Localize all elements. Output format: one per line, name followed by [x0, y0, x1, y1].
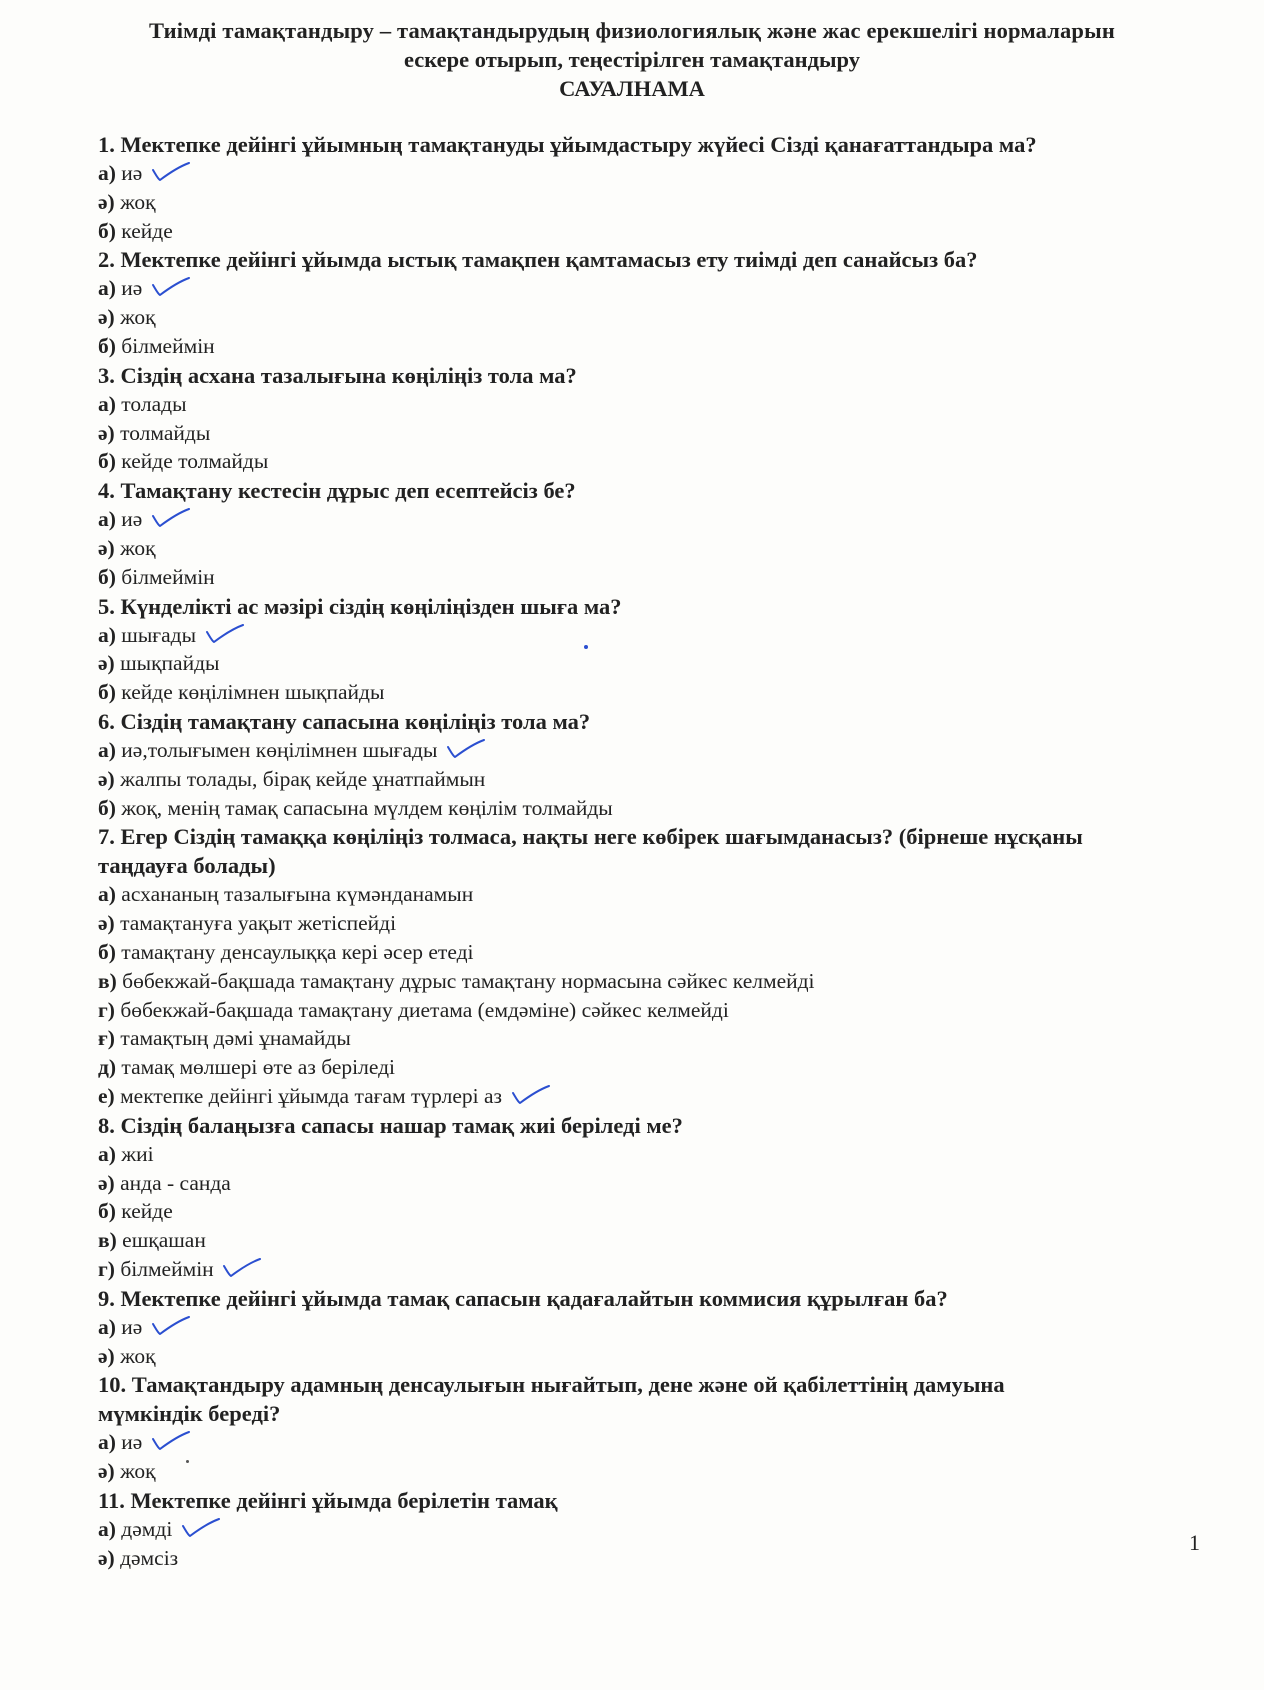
- option-letter: б): [98, 333, 116, 358]
- answer-option[interactable]: [98, 1053, 1178, 1082]
- option-text: шықпайды: [120, 651, 220, 676]
- option-letter: а): [98, 1314, 116, 1339]
- option-letter: б): [98, 795, 116, 820]
- handwritten-checkmark-icon: [180, 1516, 222, 1540]
- option-text: жоқ: [120, 189, 156, 214]
- answer-option[interactable]: [98, 880, 1178, 909]
- answer-option[interactable]: [98, 1342, 1178, 1371]
- option-text: анда - санда: [120, 1170, 231, 1195]
- option-letter: б): [98, 564, 116, 589]
- option-letter: в): [98, 1228, 117, 1253]
- answer-option[interactable]: [98, 678, 1178, 707]
- option-text: жоқ: [120, 535, 156, 560]
- answer-option[interactable]: [98, 794, 1178, 823]
- option-letter: е): [98, 1083, 115, 1108]
- answer-option[interactable]: [98, 159, 1178, 188]
- option-text: толады: [121, 391, 187, 416]
- answer-option[interactable]: [98, 390, 1178, 419]
- option-letter: а): [98, 391, 116, 416]
- option-text: кейде толмайды: [121, 449, 269, 474]
- answer-option[interactable]: [98, 1428, 1178, 1457]
- handwritten-checkmark-icon: [150, 506, 192, 530]
- option-letter: а): [98, 1430, 116, 1455]
- option-letter: в): [98, 968, 117, 993]
- option-letter: а): [98, 1141, 116, 1166]
- answer-option[interactable]: [98, 1140, 1178, 1169]
- handwritten-checkmark-icon: [510, 1083, 552, 1107]
- answer-option[interactable]: [98, 1255, 1178, 1284]
- option-letter: ә): [98, 189, 115, 214]
- question-text: 3. Сіздің асхана тазалығына көңіліңіз тола ма?: [98, 362, 577, 388]
- option-text: толмайды: [120, 420, 211, 445]
- answer-option[interactable]: [98, 1169, 1178, 1198]
- option-text: мектепке дейінгі ұйымда тағам түрлері аз: [120, 1083, 503, 1108]
- question-text: 6. Сіздің тамақтану сапасына көңіліңіз тола ма?: [98, 708, 591, 734]
- question-text: 1. Мектепке дейінгі ұйымның тамақтануды ұйымдастыру жүйесі Сізді қанағаттандыра ма?: [98, 132, 1037, 157]
- option-text: білмеймін: [121, 333, 215, 358]
- option-text: білмеймін: [120, 1256, 214, 1281]
- answer-option[interactable]: [98, 188, 1178, 217]
- survey-heading: САУАЛНАМА: [559, 76, 705, 101]
- question-text: 9. Мектепке дейінгі ұйымда тамақ сапасын қадағалайтын коммисия құрылған ба?: [98, 1285, 948, 1311]
- option-letter: ә): [98, 420, 115, 445]
- option-text: тамақтануға уақыт жетіспейді: [120, 911, 397, 936]
- option-text: иә: [121, 276, 143, 301]
- option-text: ешқашан: [122, 1228, 206, 1253]
- answer-option[interactable]: [98, 534, 1178, 563]
- option-text: кейде көңілімнен шықпайды: [121, 680, 385, 705]
- answer-option[interactable]: [98, 996, 1178, 1025]
- handwritten-checkmark-icon: [150, 160, 192, 184]
- answer-option[interactable]: [98, 1197, 1178, 1226]
- option-text: иә: [121, 507, 143, 532]
- answer-option[interactable]: [98, 1515, 1178, 1544]
- title-line-1: Тиімді тамақтандыру – тамақтандырудың физиологиялық және жас ерекшелігі нормаларын: [149, 18, 1115, 43]
- option-text: бөбекжай-бақшада тамақтану диетама (емдәміне) сәйкес келмейді: [120, 997, 729, 1022]
- answer-option[interactable]: [98, 621, 1178, 650]
- option-text: дәмсіз: [120, 1545, 179, 1570]
- answer-option[interactable]: [98, 765, 1178, 794]
- option-letter: ә): [98, 1343, 115, 1368]
- answer-option[interactable]: [98, 274, 1178, 303]
- handwritten-checkmark-icon: [204, 622, 246, 646]
- option-text: иә: [121, 161, 143, 185]
- option-letter: б): [98, 680, 116, 705]
- answer-option[interactable]: [98, 1024, 1178, 1053]
- question-text: 2. Мектепке дейінгі ұйымда ыстық тамақпен қамтамасыз ету тиімді деп санайсыз ба?: [98, 247, 978, 273]
- question-text: 10. Тамақтандыру адамның денсаулығын нығайтып, дене және ой қабілеттінің дамуына мүмкіндік береді?: [98, 1372, 1005, 1427]
- option-letter: б): [98, 218, 116, 243]
- option-text: тамақ мөлшері өте аз беріледі: [121, 1055, 396, 1080]
- option-text: жоқ: [120, 305, 156, 330]
- option-text: тамақтың дәмі ұнамайды: [120, 1026, 351, 1051]
- option-text: иә,толығымен көңілімнен шығады: [121, 737, 438, 762]
- option-text: иә: [121, 1430, 143, 1455]
- answer-option[interactable]: [98, 563, 1178, 592]
- answer-option[interactable]: [98, 1082, 1178, 1111]
- option-letter: ә): [98, 1545, 115, 1570]
- answer-option[interactable]: [98, 217, 1178, 246]
- handwritten-checkmark-icon: [150, 275, 192, 299]
- option-text: жоқ, менің тамақ сапасына мүлдем көңілім толмайды: [121, 795, 613, 820]
- title-line-2: ескере отырып, теңестірілген тамақтандыру: [404, 47, 860, 72]
- option-text: асхананың тазалығына күмәнданамын: [121, 882, 474, 907]
- question-text: 5. Күнделікті ас мәзірі сіздің көңіліңізден шыға ма?: [98, 593, 622, 619]
- option-letter: ғ): [98, 1026, 115, 1051]
- option-letter: а): [98, 882, 116, 907]
- option-text: дәмді: [121, 1516, 173, 1541]
- option-letter: ә): [98, 305, 115, 330]
- option-letter: а): [98, 276, 116, 301]
- option-letter: г): [98, 1256, 115, 1281]
- option-letter: а): [98, 507, 116, 532]
- answer-option[interactable]: [98, 938, 1178, 967]
- answer-option[interactable]: [98, 649, 1178, 678]
- option-letter: ә): [98, 1459, 115, 1484]
- handwritten-checkmark-icon: [150, 1429, 192, 1453]
- option-text: жоқ: [120, 1459, 156, 1484]
- answer-option[interactable]: [98, 967, 1178, 996]
- option-text: тамақтану денсаулыққа кері әсер етеді: [121, 939, 474, 964]
- option-letter: ә): [98, 651, 115, 676]
- answer-option[interactable]: [98, 1457, 1178, 1486]
- option-letter: г): [98, 997, 115, 1022]
- question-text: 8. Сіздің балаңызға сапасы нашар тамақ жиі беріледі ме?: [98, 1112, 683, 1138]
- handwritten-checkmark-icon: [150, 1314, 192, 1338]
- answer-option[interactable]: [98, 1313, 1178, 1342]
- answer-option[interactable]: [98, 303, 1178, 332]
- option-letter: а): [98, 161, 116, 185]
- option-letter: б): [98, 939, 116, 964]
- option-text: жиі: [121, 1141, 154, 1166]
- option-text: кейде: [121, 218, 173, 243]
- answer-option[interactable]: [98, 419, 1178, 448]
- document-header: [0, 16, 1264, 103]
- answer-option[interactable]: [98, 505, 1178, 534]
- answer-option[interactable]: [98, 736, 1178, 765]
- handwritten-checkmark-icon: [221, 1256, 263, 1280]
- question-text: 7. Егер Сіздің тамаққа көңіліңіз толмаса, нақты неге көбірек шағымданасыз? (бірнеше нұсқаны таңдауға болады): [98, 824, 1083, 879]
- ink-dot: [584, 645, 588, 649]
- handwritten-checkmark-icon: [445, 737, 487, 761]
- option-letter: ә): [98, 535, 115, 560]
- option-text: жоқ: [120, 1343, 156, 1368]
- answer-option[interactable]: [98, 909, 1178, 938]
- option-letter: ә): [98, 766, 115, 791]
- option-letter: д): [98, 1055, 117, 1080]
- option-letter: а): [98, 737, 116, 762]
- option-text: бөбекжай-бақшада тамақтану дұрыс тамақтану нормасына сәйкес келмейді: [122, 968, 815, 993]
- answer-option[interactable]: [98, 1226, 1178, 1255]
- ink-dot: [186, 1460, 189, 1463]
- option-letter: б): [98, 449, 116, 474]
- answer-option[interactable]: [98, 332, 1178, 361]
- question-text: 11. Мектепке дейінгі ұйымда берілетін тамақ: [98, 1487, 558, 1513]
- option-text: шығады: [121, 622, 197, 647]
- option-letter: б): [98, 1199, 116, 1224]
- questions-list: [98, 130, 1178, 1572]
- option-letter: ә): [98, 911, 115, 936]
- option-letter: а): [98, 622, 116, 647]
- option-text: жалпы толады, бірақ кейде ұнатпаймын: [120, 766, 486, 791]
- option-letter: а): [98, 1516, 116, 1541]
- question-text: 4. Тамақтану кестесін дұрыс деп есептейсіз бе?: [98, 478, 576, 504]
- option-text: иә: [121, 1314, 143, 1339]
- page-number: 1: [1189, 1530, 1200, 1555]
- option-text: кейде: [121, 1199, 173, 1224]
- answer-option[interactable]: [98, 447, 1178, 476]
- answer-option[interactable]: [98, 1544, 1178, 1573]
- option-letter: ә): [98, 1170, 115, 1195]
- option-text: білмеймін: [121, 564, 215, 589]
